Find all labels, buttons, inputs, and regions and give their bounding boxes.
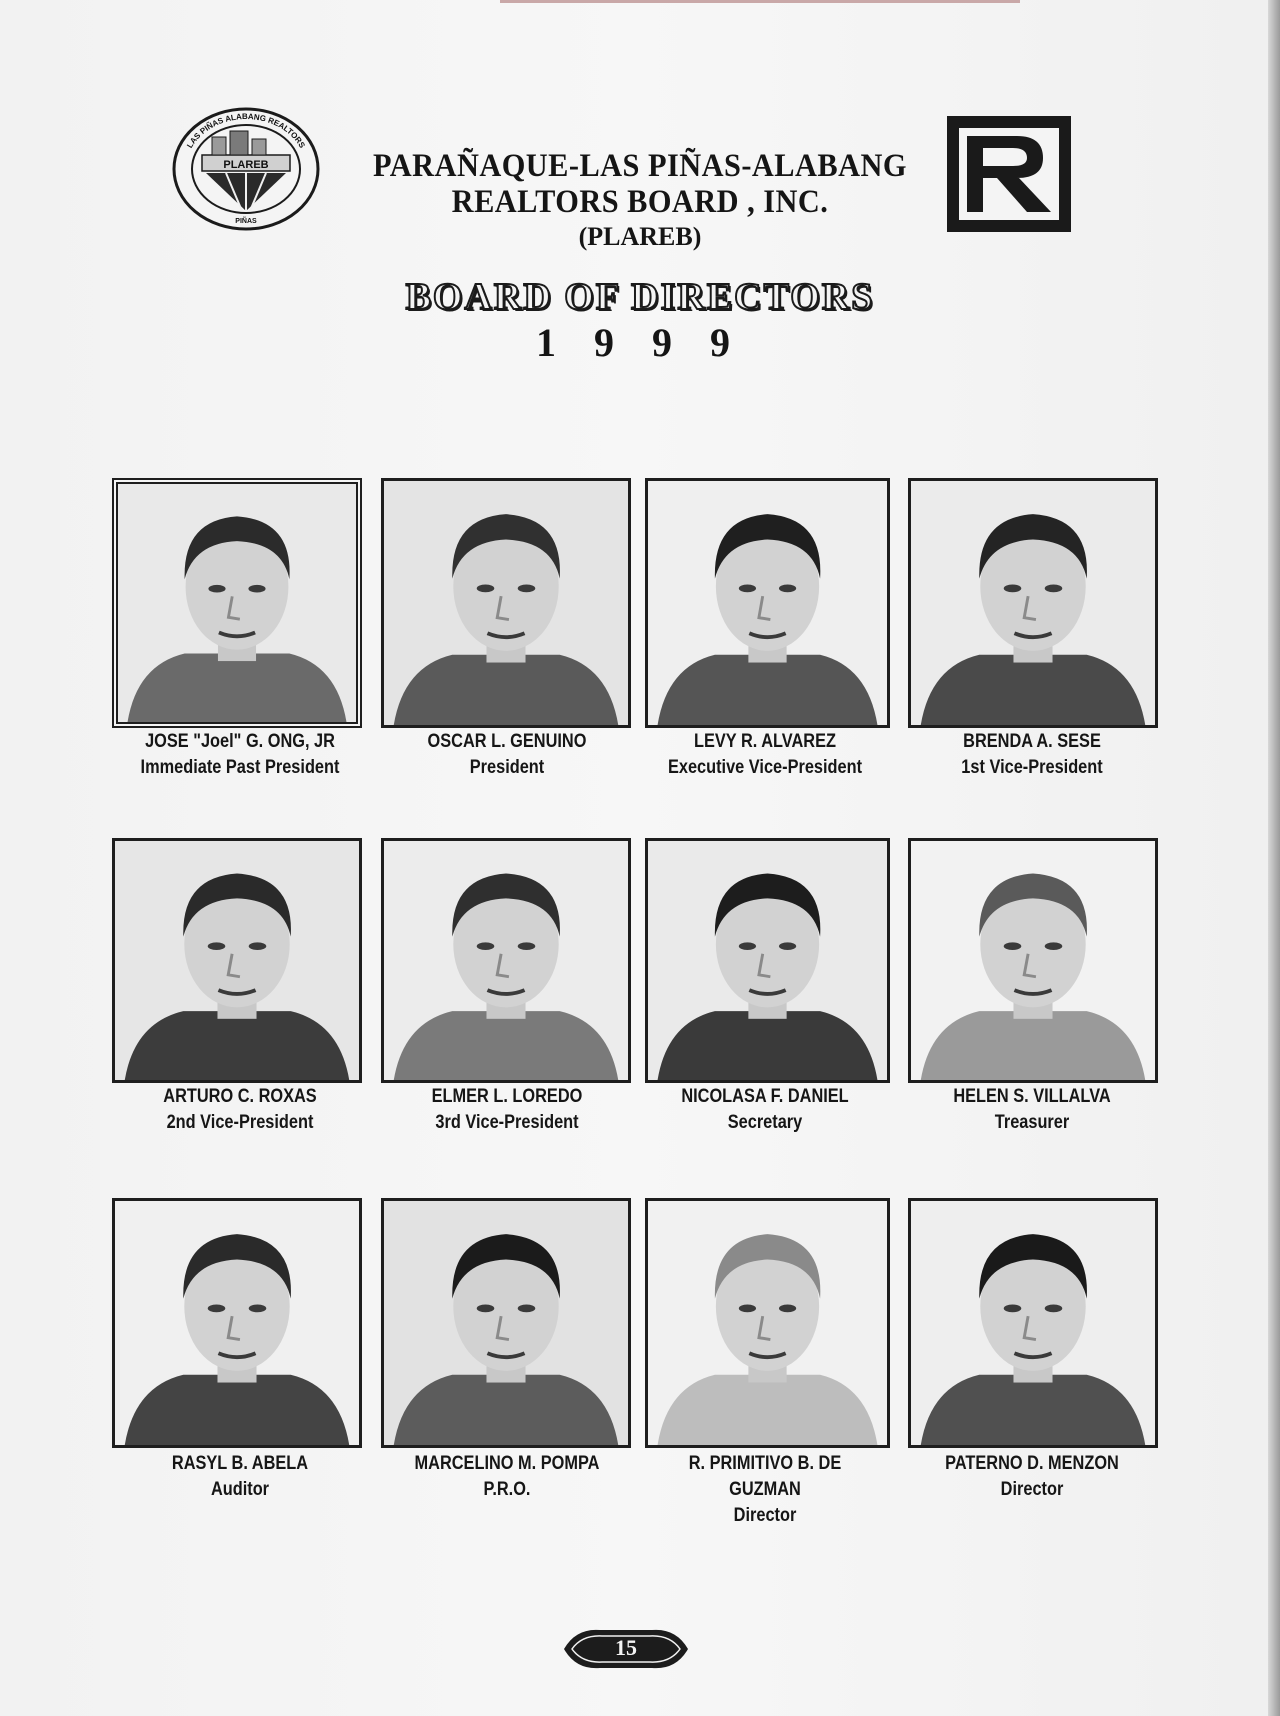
member-name-continued: GUZMAN [729,1479,801,1500]
member-name: RASYL B. ABELA [171,1453,309,1474]
page-top-line [500,0,1020,3]
member-photo [112,1198,362,1448]
member-position: President [469,757,545,778]
org-name-line2: REALTORS BOARD , INC. [451,184,829,220]
realtor-r-logo [947,116,1071,232]
page-edge-shadow [1268,0,1280,1716]
member-caption [636,1084,894,1136]
member-caption [111,1451,369,1503]
member-photo [381,478,631,728]
member-name: HELEN S. VILLALVA [953,1086,1111,1107]
member-position: P.R.O. [483,1479,531,1500]
member-caption [636,1451,894,1529]
member-name: R. PRIMITIVO B. DE [688,1453,842,1474]
member-caption [111,729,369,781]
member-caption [903,1084,1161,1136]
member-name: OSCAR L. GENUINO [427,731,587,752]
member-caption [378,1451,636,1503]
member-position: Secretary [727,1112,803,1133]
member-position: 2nd Vice-President [166,1112,314,1133]
board-title: BOARD OF DIRECTORS [405,276,875,318]
page-number: 15 [615,1635,637,1660]
member-position: Director [733,1505,797,1526]
member-name: JOSE "Joel" G. ONG, JR [145,731,335,752]
member-photo [645,478,890,728]
member-position: Treasurer [994,1112,1070,1133]
member-photo [908,1198,1158,1448]
organization-abbreviation: (PLAREB) [578,222,702,251]
member-photo [112,838,362,1083]
member-position: Immediate Past President [140,757,340,778]
member-name: NICOLASA F. DANIEL [681,1086,849,1107]
plareb-seal [172,107,320,231]
page-number-badge [556,1624,696,1674]
member-photo [645,1198,890,1448]
member-caption [636,729,894,781]
member-photo [908,838,1158,1083]
member-position: 3rd Vice-President [435,1112,579,1133]
member-name: BRENDA A. SESE [963,731,1101,752]
seal-bottom-text: PIÑAS [235,218,257,225]
member-name: MARCELINO M. POMPA [414,1453,600,1474]
seal-center-text: PLAREB [223,159,269,171]
member-name: PATERNO D. MENZON [945,1453,1119,1474]
org-name-line1: PARAÑAQUE-LAS PIÑAS-ALABANG [373,148,907,184]
board-year: 1 9 9 9 [536,320,744,365]
member-position: Auditor [210,1479,270,1500]
member-caption [903,1451,1161,1503]
member-position: Director [1000,1479,1064,1500]
member-caption [378,729,636,781]
member-position: 1st Vice-President [961,757,1103,778]
member-photo [112,478,362,728]
member-position: Executive Vice-President [667,757,863,778]
member-name: ELMER L. LOREDO [431,1086,583,1107]
member-name: ARTURO C. ROXAS [163,1086,317,1107]
member-caption [378,1084,636,1136]
member-photo [381,838,631,1083]
organization-name [355,148,925,220]
member-photo [908,478,1158,728]
member-name: LEVY R. ALVAREZ [694,731,836,752]
seal-top-text: LAS PIÑAS ALABANG REALTORS [185,111,307,150]
member-caption [111,1084,369,1136]
member-caption [903,729,1161,781]
member-photo [645,838,890,1083]
member-photo [381,1198,631,1448]
